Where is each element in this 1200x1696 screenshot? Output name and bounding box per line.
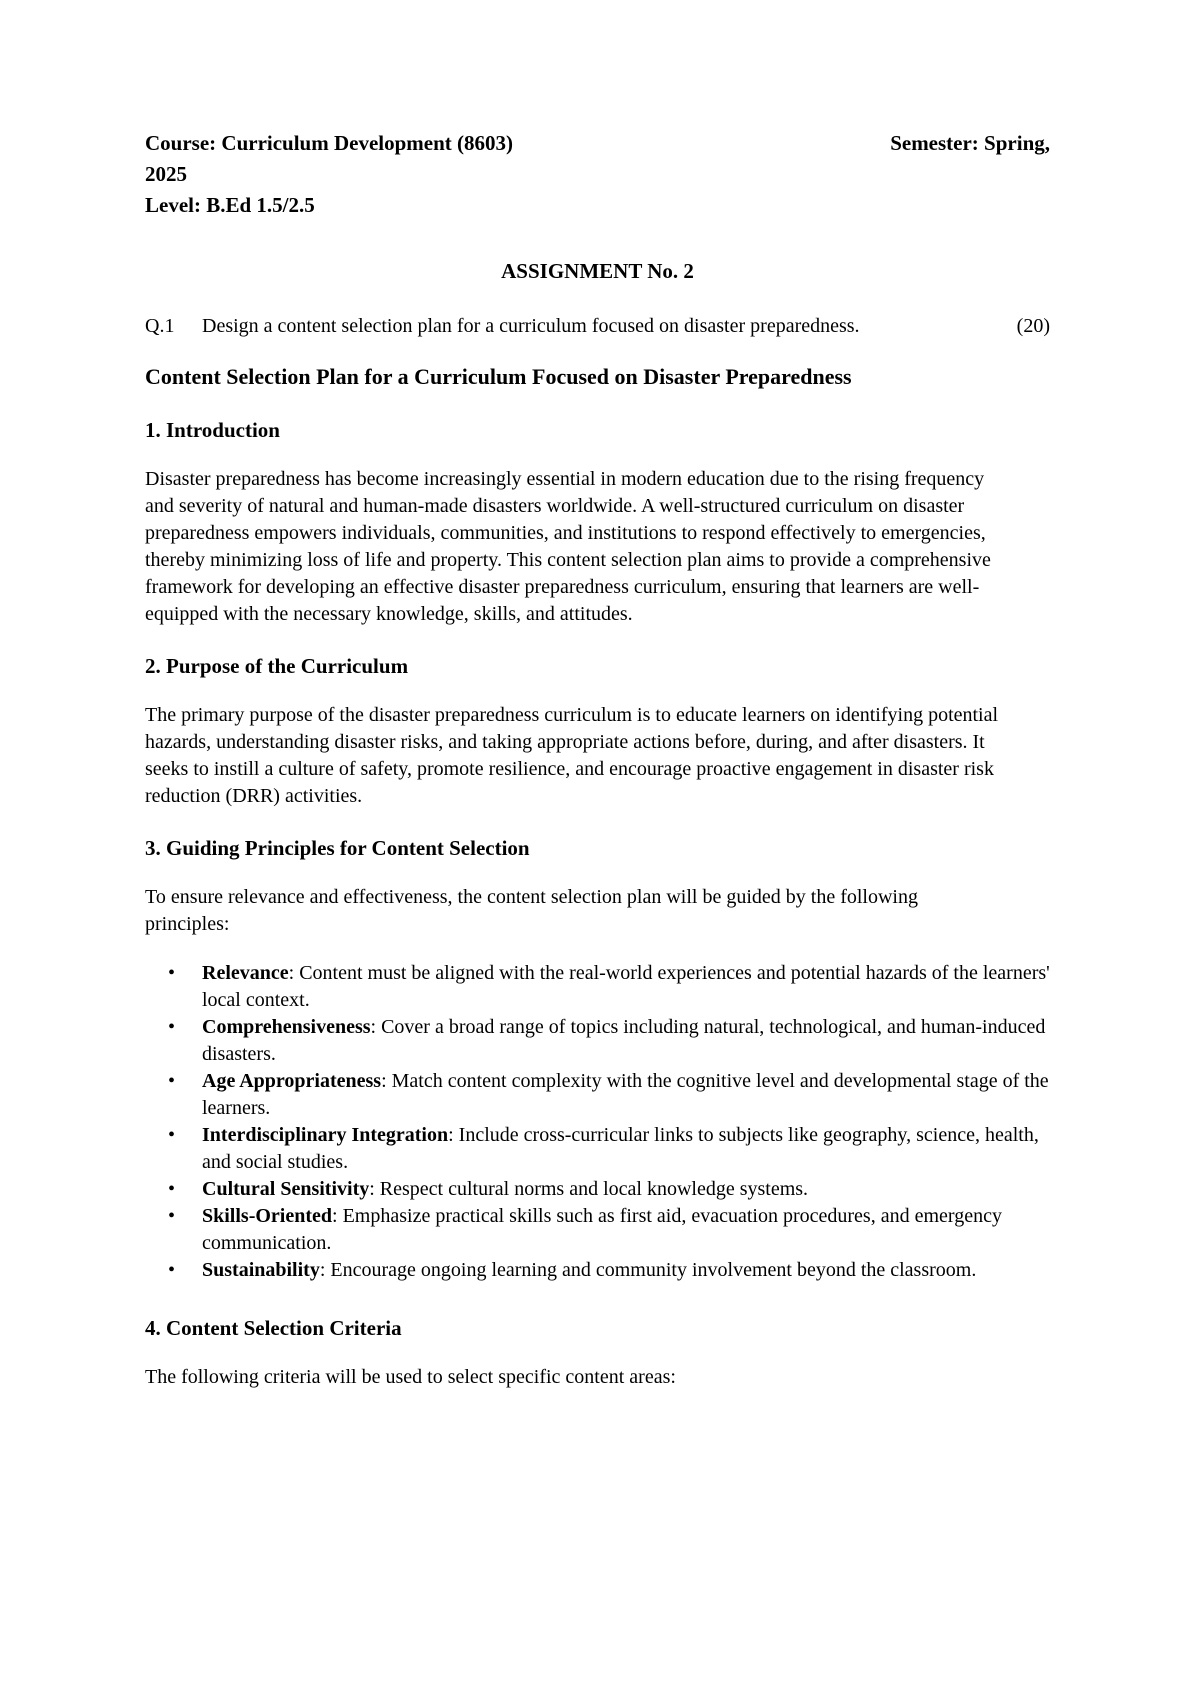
list-item — [202, 1068, 1050, 1122]
semester-year: 2025 — [145, 162, 187, 186]
bullet-text: : Content must be aligned with the real-world experiences and potential hazards of the learners' local context. — [202, 962, 1050, 1011]
list-item — [202, 960, 1050, 1014]
list-item — [202, 1014, 1050, 1068]
section-purpose — [145, 652, 1050, 810]
question-text: Design a content selection plan for a curriculum focused on disaster preparedness. — [202, 315, 860, 337]
section-paragraph: To ensure relevance and effectiveness, the content selection plan will be guided by the following principles: — [145, 886, 918, 935]
section-paragraph: The primary purpose of the disaster preparedness curriculum is to educate learners on identifying potential hazards, understanding disaster risks, and taking appropriate actions before, during, and after disasters. It seeks to instill a culture of safety, promote resilience, and encourage proactive engagement in disaster risk reduction (DRR) activities. — [145, 704, 999, 807]
assignment-title: ASSIGNMENT No. 2 — [501, 259, 694, 283]
header-row-course-semester — [145, 128, 1050, 159]
section-paragraph: Disaster preparedness has become increasingly essential in modern education due to the rising frequency and severity of natural and human-made disasters worldwide. A well-structured curriculum on disaster preparedness empowers individuals, communities, and institutions to respond effectively to emergencies, thereby minimizing loss of life and property. This content selection plan aims to provide a comprehensive framework for developing an effective disaster preparedness curriculum, ensuring that learners are well-equipped with the necessary knowledge, skills, and attitudes. — [145, 468, 991, 625]
bullet-term: Comprehensiveness — [202, 1016, 371, 1038]
bullet-term: Skills-Oriented — [202, 1205, 333, 1227]
course-label: Course: Curriculum Development (8603) — [145, 131, 514, 155]
bullet-text: : Match content complexity with the cognitive level and developmental stage of the learners. — [202, 1070, 1049, 1119]
bullet-text: : Cover a broad range of topics including natural, technological, and human-induced disasters. — [202, 1016, 1046, 1065]
semester-label: Semester: Spring, — [890, 131, 1050, 155]
section-introduction — [145, 416, 1050, 628]
document-title: Content Selection Plan for a Curriculum Focused on Disaster Preparedness — [145, 364, 852, 389]
section-heading: 2. Purpose of the Curriculum — [145, 654, 409, 678]
bullet-term: Sustainability — [202, 1259, 320, 1281]
section-content-criteria — [145, 1314, 1050, 1391]
list-item — [202, 1203, 1050, 1257]
question-number: Q.1 — [145, 315, 175, 337]
section-heading: 4. Content Selection Criteria — [145, 1316, 402, 1340]
bullet-text: : Encourage ongoing learning and community involvement beyond the classroom. — [319, 1259, 977, 1281]
document-header — [145, 128, 1050, 221]
section-heading: 3. Guiding Principles for Content Selection — [145, 836, 530, 860]
bullet-text: : Include cross-curricular links to subjects like geography, science, health, and social studies. — [202, 1124, 1039, 1173]
section-guiding-principles — [145, 834, 1050, 1284]
section-heading: 1. Introduction — [145, 418, 280, 442]
bullet-text: : Emphasize practical skills such as first aid, evacuation procedures, and emergency communication. — [202, 1205, 1002, 1254]
bullet-term: Age Appropriateness — [202, 1070, 382, 1092]
bullet-term: Cultural Sensitivity — [202, 1178, 370, 1200]
bullet-term: Relevance — [202, 962, 289, 984]
list-item — [202, 1122, 1050, 1176]
level-label: Level: B.Ed 1.5/2.5 — [145, 193, 315, 217]
question-row — [145, 313, 1050, 340]
list-item — [202, 1176, 1050, 1203]
section-paragraph: The following criteria will be used to select specific content areas: — [145, 1366, 676, 1388]
list-item — [202, 1257, 1050, 1284]
principles-list — [145, 960, 1050, 1284]
bullet-term: Interdisciplinary Integration — [202, 1124, 449, 1146]
bullet-text: : Respect cultural norms and local knowledge systems. — [369, 1178, 809, 1200]
question-marks: (20) — [1016, 315, 1050, 337]
